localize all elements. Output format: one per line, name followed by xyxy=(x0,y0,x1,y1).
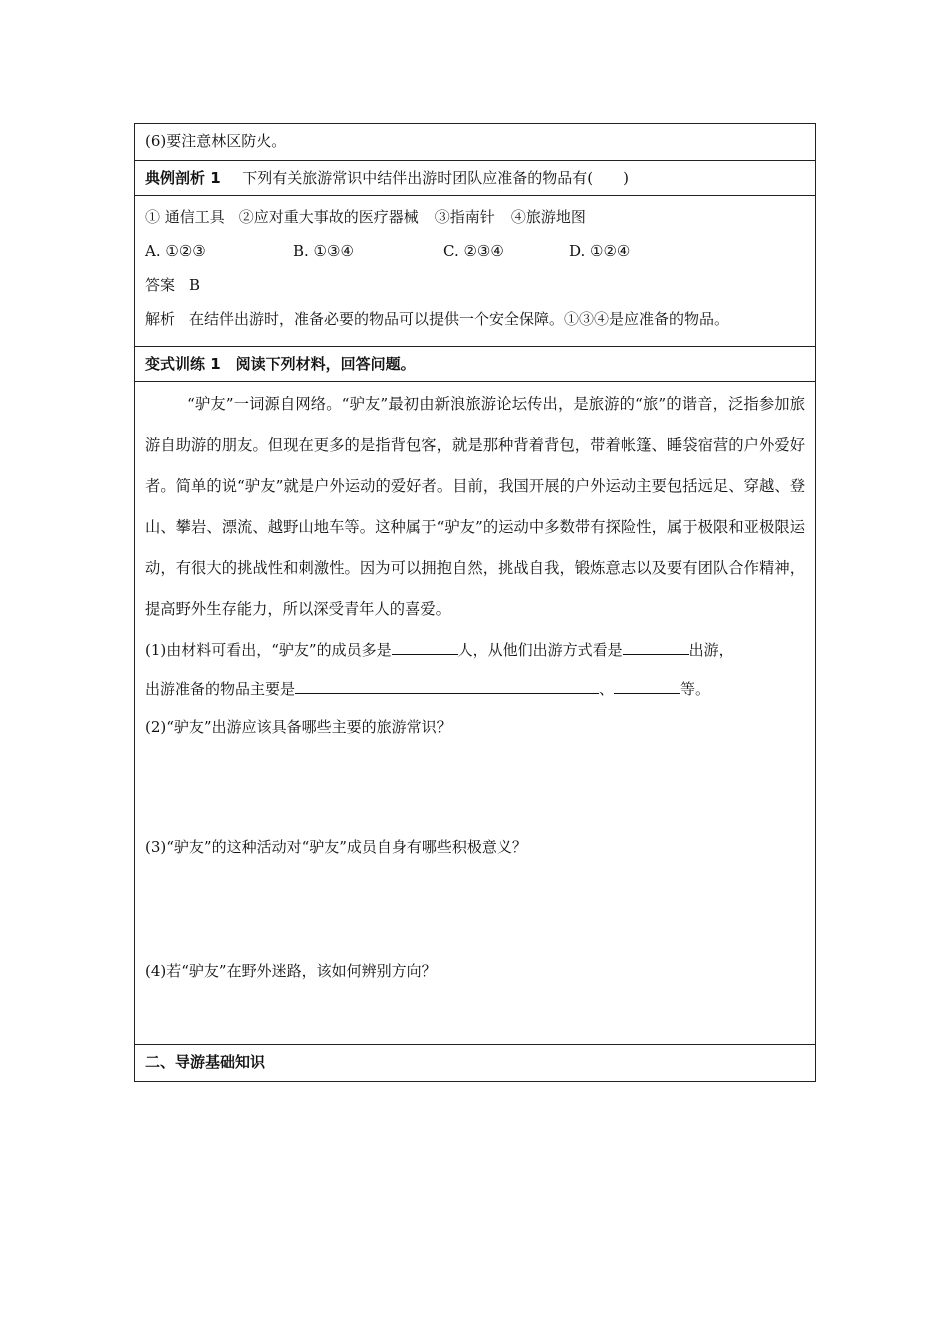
item-4: ④旅游地图 xyxy=(510,208,586,226)
table-row xyxy=(135,196,816,347)
answer-label: 答案 xyxy=(145,276,176,294)
table-row xyxy=(135,161,816,196)
item-1: ① 通信工具 xyxy=(145,208,225,226)
analysis-label: 解析 xyxy=(145,310,176,328)
option-d: D. ①②④ xyxy=(569,242,631,260)
reading-passage: “驴友”一词源自网络。“驴友”最初由新浪旅游论坛传出，是旅游的“旅”的谐音，泛指参加旅游自助游的朋友。但现在更多的是指背包客，就是那种背着背包，带着帐篷、睡袋宿营的户外爱好者。简单的说“驴友”就是户外运动的爱好者。目前，我国开展的户外运动主要包括远足、穿越、登山、攀岩、漂流、越野山地车等。这种属于“驴友”的运动中多数带有探险性，属于极限和亚极限运动，有很大的挑战性和刺激性。因为可以拥抱自然，挑战自我，锻炼意志以及要有团队合作精神，提高野外生存能力，所以深受青年人的喜爱。 xyxy=(145,395,805,618)
question-3: (3)“驴友”的这种活动对“驴友”成员自身有哪些积极意义？ xyxy=(145,838,527,856)
item-3: ③指南针 xyxy=(434,208,495,226)
table-row xyxy=(135,124,816,161)
section-2-heading: 二、导游基础知识 xyxy=(145,1053,266,1071)
question-1-text: 出游准备的物品主要是 xyxy=(145,680,296,698)
answer-blank[interactable] xyxy=(614,679,680,694)
example-options xyxy=(145,234,805,268)
table-row xyxy=(135,1045,816,1082)
question-1-text: 等。 xyxy=(680,680,711,698)
training-body-cell xyxy=(135,382,816,1045)
question-1-line-1 xyxy=(145,630,805,670)
training-heading-cell xyxy=(135,347,816,382)
section-2-cell xyxy=(135,1045,816,1082)
option-c: C. ②③④ xyxy=(443,242,504,260)
table-row xyxy=(135,347,816,382)
question-2: (2)“驴友”出游应该具备哪些主要的旅游常识？ xyxy=(145,718,452,736)
question-1-line-2 xyxy=(145,670,805,708)
answer-blank[interactable] xyxy=(295,679,599,694)
question-1-text: (1)由材料可看出，“驴友”的成员多是 xyxy=(145,641,392,659)
fire-prevention-text: (6)要注意林区防火。 xyxy=(145,132,287,150)
question-1-text: 人，从他们出游方式看是 xyxy=(457,641,623,659)
training-heading: 变式训练 1 阅读下列材料，回答问题。 xyxy=(145,355,416,373)
example-items xyxy=(145,200,805,234)
answer-blank[interactable] xyxy=(623,640,689,655)
example-heading: 典例剖析 1 xyxy=(145,169,221,187)
analysis-text: 在结伴出游时，准备必要的物品可以提供一个安全保障。①③④是应准备的物品。 xyxy=(189,310,730,328)
answer-space[interactable] xyxy=(145,866,805,952)
question-4: (4)若“驴友”在野外迷路，该如何辨别方向？ xyxy=(145,962,437,980)
worksheet-table xyxy=(134,123,816,1082)
question-1-text: 、 xyxy=(599,680,615,698)
table-row xyxy=(135,382,816,1045)
example-question: 下列有关旅游常识中结伴出游时团队应准备的物品有( ) xyxy=(242,169,629,187)
example-body-cell xyxy=(135,196,816,347)
answer-blank[interactable] xyxy=(392,640,458,655)
item-2: ②应对重大事故的医疗器械 xyxy=(238,208,419,226)
option-a: A. ①②③ xyxy=(145,242,206,260)
analysis-line xyxy=(145,302,805,336)
fire-prevention-cell xyxy=(135,124,816,161)
answer-value: B xyxy=(189,276,201,294)
question-1-text: 出游， xyxy=(688,641,734,659)
answer-line xyxy=(145,268,805,302)
example-heading-cell xyxy=(135,161,816,196)
answer-space[interactable] xyxy=(145,746,805,828)
option-b: B. ①③④ xyxy=(293,242,354,260)
